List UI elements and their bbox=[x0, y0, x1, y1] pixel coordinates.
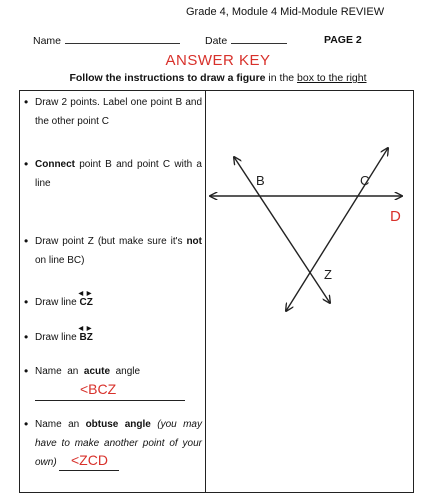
instructions-underlined: box to the right bbox=[297, 72, 367, 84]
task-text: Draw 2 points. Label one point B and the other point C bbox=[35, 97, 202, 127]
bullet: • bbox=[24, 95, 29, 109]
task-text bbox=[24, 155, 202, 193]
obtuse-word: obtuse angle bbox=[85, 419, 151, 430]
bullet: • bbox=[24, 330, 29, 344]
task-text bbox=[24, 232, 202, 270]
task-text bbox=[24, 293, 202, 312]
bullet: • bbox=[24, 295, 29, 309]
instructions bbox=[0, 72, 436, 84]
task-text bbox=[24, 328, 202, 347]
task-name-obtuse-angle bbox=[24, 415, 202, 472]
task-text-a: Name an bbox=[35, 366, 84, 377]
line-arrow-icon: ◀ ▶ bbox=[78, 326, 93, 332]
bullet: • bbox=[24, 364, 29, 378]
connect-word: Connect bbox=[35, 159, 75, 170]
task-name-acute-angle bbox=[24, 362, 202, 401]
date-field bbox=[205, 34, 287, 47]
line-cz bbox=[286, 148, 388, 311]
task-text bbox=[24, 415, 202, 472]
instructions-part1: Follow the instructions to bbox=[69, 72, 201, 84]
name-blank bbox=[65, 34, 180, 44]
bullet: • bbox=[24, 157, 29, 171]
task-draw-line-bz bbox=[24, 328, 202, 347]
name-field bbox=[33, 34, 180, 47]
geometry-figure bbox=[206, 91, 413, 492]
line-notation-bz bbox=[79, 328, 92, 347]
page-label: PAGE 2 bbox=[324, 34, 362, 46]
acute-answer-line bbox=[35, 381, 185, 401]
line-bz bbox=[234, 157, 330, 303]
bullet: • bbox=[24, 234, 29, 248]
task-text-b: (you may have to make another point of your own) bbox=[35, 419, 202, 468]
task-text-b: (but make sure it's bbox=[93, 236, 187, 247]
answer-key-heading: ANSWER KEY bbox=[165, 52, 271, 69]
bullet: • bbox=[24, 417, 29, 431]
acute-word: acute bbox=[83, 366, 111, 377]
line-name: BZ bbox=[79, 332, 93, 343]
not-word: not bbox=[186, 236, 202, 247]
task-text-rest: point B and point C with a line bbox=[35, 159, 202, 189]
task-draw-line-cz bbox=[24, 293, 202, 312]
line-notation-cz bbox=[79, 293, 92, 312]
task-text-b: angle bbox=[110, 366, 141, 377]
instructions-part3: in the bbox=[265, 72, 298, 84]
task-text-c: on line BC) bbox=[35, 255, 85, 266]
task-text-a: Draw point Z bbox=[35, 236, 94, 247]
task-text-a: Name an bbox=[35, 419, 86, 430]
line-name: CZ bbox=[79, 297, 93, 308]
task-text bbox=[24, 362, 202, 381]
task-prefix: Draw line bbox=[35, 297, 80, 308]
line-arrow-icon: ◀ ▶ bbox=[78, 291, 93, 297]
point-d-label: D bbox=[390, 208, 401, 225]
point-b-label: B bbox=[256, 173, 265, 188]
instructions-part2: draw a figure bbox=[200, 72, 266, 84]
task-prefix: Draw line bbox=[35, 332, 80, 343]
obtuse-answer: <ZCD bbox=[70, 452, 108, 468]
name-label: Name bbox=[33, 35, 62, 47]
worksheet-title: Grade 4, Module 4 Mid-Module REVIEW bbox=[186, 6, 385, 18]
acute-answer: <BCZ bbox=[80, 381, 117, 397]
point-z-label: Z bbox=[324, 267, 332, 282]
task-draw-point-z bbox=[24, 232, 202, 270]
task-connect-points bbox=[24, 155, 202, 193]
task-draw-points bbox=[24, 93, 202, 131]
point-c-label: C bbox=[360, 173, 370, 188]
date-label: Date bbox=[205, 35, 228, 47]
obtuse-answer-line bbox=[59, 453, 119, 471]
date-blank bbox=[231, 34, 287, 44]
